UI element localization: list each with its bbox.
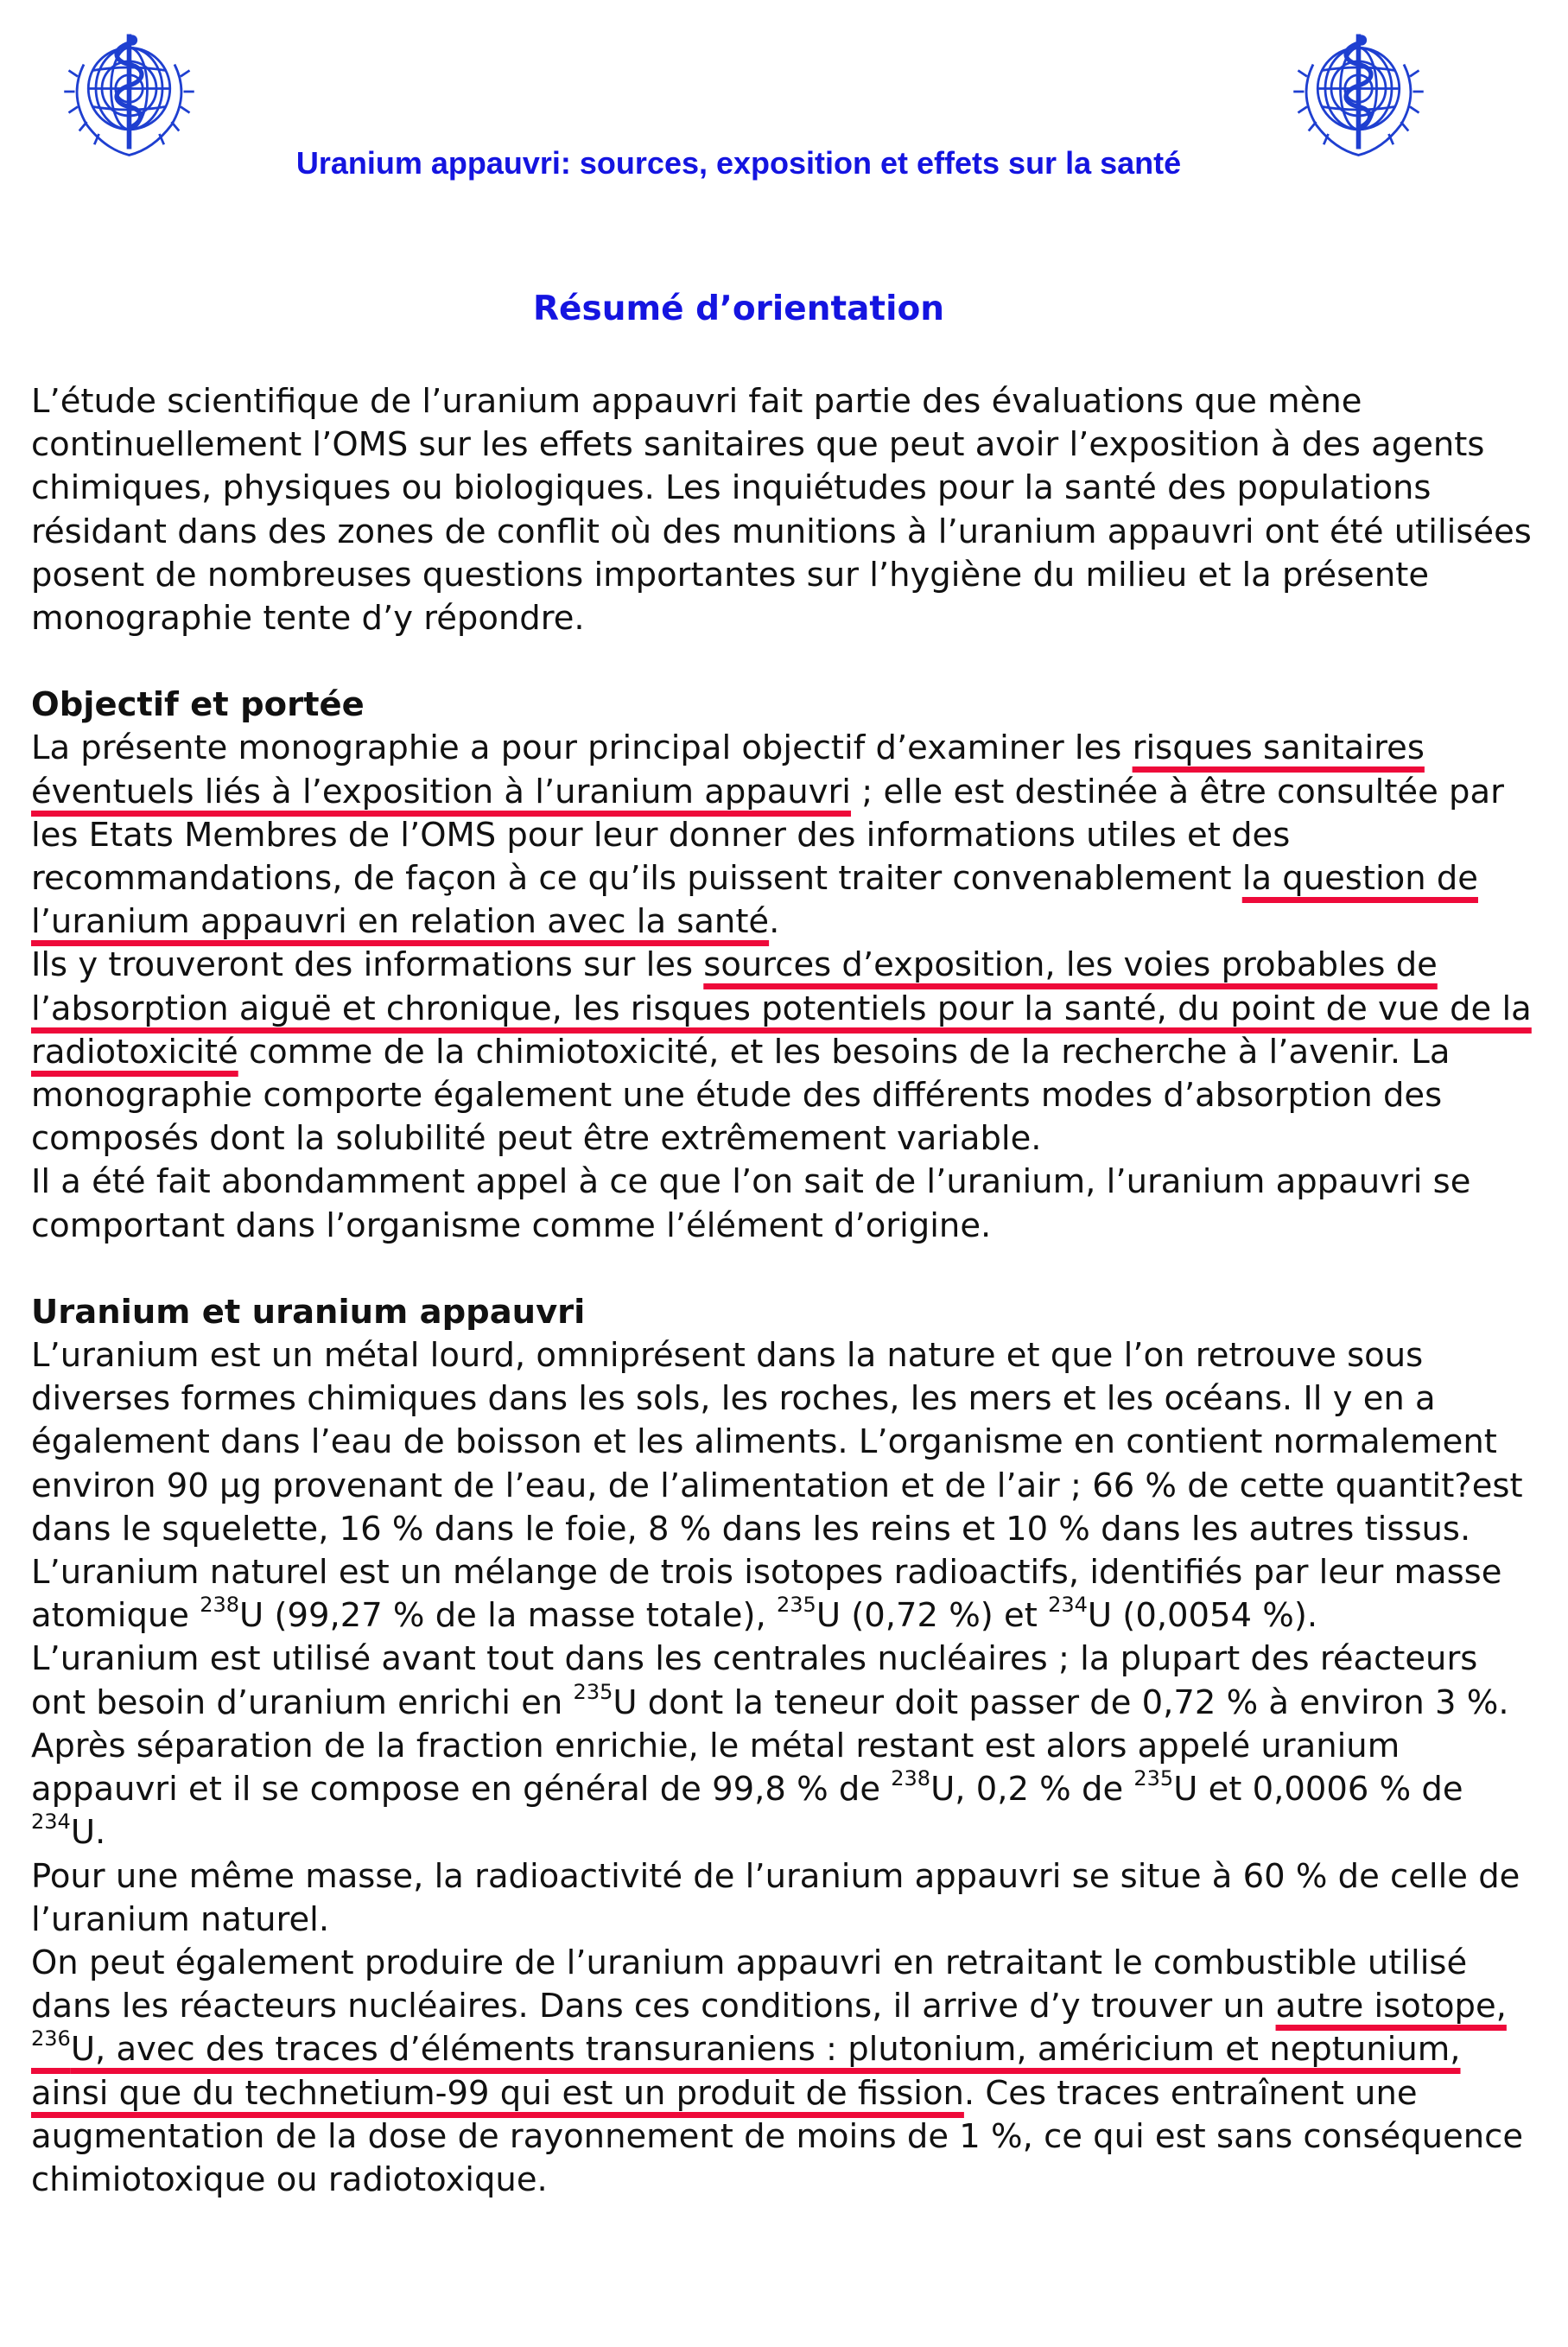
paragraph <box>31 1551 1539 1638</box>
paragraph <box>31 380 1539 640</box>
text-segment: L’étude scientifique de l’uranium appauvri fait partie des évaluations que mène continuellement l’OMS sur les effets sanitaires que peut avoir l’exposition à des agents chimiques, physiques ou biologiques. Les inquiétudes pour la santé des populations résidant dans des zones de conflit où des munitions à l’uranium appauvri ont été utilisées posent de nombreuses questions importantes sur l’hygiène du milieu et la présente monographie tente d’y répondre. <box>31 382 1532 639</box>
paragraph <box>31 1855 1539 1942</box>
highlighted-text: risques sanitaires éventuels liés à l’exposition à l’uranium appauvri <box>31 728 1425 811</box>
section-title: Résumé d’orientation <box>533 289 944 328</box>
section-heading: Objectif et portée <box>31 685 365 725</box>
text-segment: U (0,72 %) et <box>816 1596 1049 1636</box>
text-segment: U (0,0054 %). <box>1087 1596 1318 1636</box>
text-segment: La présente monographie a pour principal objectif d’examiner les <box>31 728 1133 768</box>
paragraph <box>31 944 1539 1161</box>
document-body <box>31 380 1539 2202</box>
isotope-mass-superscript: 235 <box>777 1593 816 1618</box>
text-segment: U, 0,2 % de <box>930 1770 1134 1810</box>
isotope-mass-superscript: 238 <box>891 1766 931 1791</box>
text-segment: Pour une même masse, la radioactivité de l’uranium appauvri se situe à 60 % de celle de l’uranium naturel. <box>31 1856 1520 1939</box>
text-segment: U (99,27 % de la masse totale), <box>239 1596 777 1636</box>
paragraph <box>31 1161 1539 1247</box>
text-segment: L’uranium est utilisé avant tout dans les centrales nucléaires ; la plupart des réacteurs ont besoin d’uranium enrichi en <box>31 1639 1478 1722</box>
text-segment: U. <box>70 1813 106 1853</box>
isotope-mass-superscript: 235 <box>1133 1766 1174 1791</box>
text-segment: Ils y trouveront des informations sur les <box>31 945 704 985</box>
highlighted-text: sources d’exposition, les voies probables de l’absorption aiguë et chronique, les risques potentiels pour la santé, du point de vue de la radiotoxicité <box>31 945 1532 1072</box>
isotope-mass-superscript: 238 <box>200 1593 240 1618</box>
text-segment: L’uranium naturel est un mélange de trois isotopes radioactifs, identifiés par leur masse atomique <box>31 1553 1502 1636</box>
section-heading: Uranium et uranium appauvri <box>31 1292 586 1332</box>
isotope-mass-superscript: 234 <box>1048 1593 1088 1618</box>
highlighted-text: la question de l’uranium appauvri en relation avec la santé <box>31 859 1478 942</box>
isotope-mass-superscript: 234 <box>31 1810 71 1835</box>
paragraph <box>31 727 1539 944</box>
text-segment: U dont la teneur doit passer de 0,72 % à environ 3 %. Après séparation de la fraction enrichie, le métal restant est alors appelé uranium appauvri et il se compose en général de 99,8 % de <box>31 1682 1509 1810</box>
text-segment: Il a été fait abondamment appel à ce que l’on sait de l’uranium, l’uranium appauvri se comportant dans l’organisme comme l’élément d’origine. <box>31 1162 1471 1245</box>
isotope-mass-superscript: 235 <box>573 1679 613 1704</box>
text-segment: On peut également produire de l’uranium appauvri en retraitant le combustible utilisé dans les réacteurs nucléaires. Dans ces conditions, il arrive d’y trouver un <box>31 1943 1468 2026</box>
paragraph <box>31 1638 1539 1854</box>
text-segment: . <box>769 902 780 942</box>
text-segment: comme de la chimiotoxicité, et les besoins de la recherche à l’avenir. La monographie comporte également une étude des différents modes d’absorption des composés dont la solubilité peut être extrêmement variable. <box>31 1032 1451 1159</box>
paragraph <box>31 1942 1539 2202</box>
text-segment: L’uranium est un métal lourd, omniprésent dans la nature et que l’on retrouve sous diverses formes chimiques dans les sols, les roches, les mers et les océans. Il y en a également dans l’eau de boisson et les aliments. L’organisme en contient normalement environ 90 µg provenant de l’eau, de l’alimentation et de l’air ; 66 % de cette quantit?est dans le squelette, 16 % dans le foie, 8 % dans les reins et 10 % dans les autres tissus. <box>31 1336 1523 1549</box>
isotope-mass-superscript: 236 <box>31 2026 71 2051</box>
highlighted-text: autre isotope, <box>1275 1987 1507 2026</box>
paragraph <box>31 1334 1539 1551</box>
document-title: Uranium appauvri: sources, exposition et effets sur la santé <box>295 145 1182 181</box>
text-segment: . Ces traces entraînent une augmentation de la dose de rayonnement de moins de 1 %, ce qui est sans conséquence chimiotoxique ou radiotoxique. <box>31 2073 1524 2199</box>
highlighted-text: U, avec des traces d’éléments transuraniens : plutonium, américium et neptunium, ainsi que du technetium-99 qui est un produit de fission <box>31 2030 1461 2113</box>
text-segment: ; elle est destinée à être consultée par les Etats Membres de l’OMS pour leur donner des informations utiles et des recommandations, de façon à ce qu’ils puissent traiter convenablement <box>31 772 1504 899</box>
text-segment: U et 0,0006 % de <box>1173 1770 1463 1810</box>
